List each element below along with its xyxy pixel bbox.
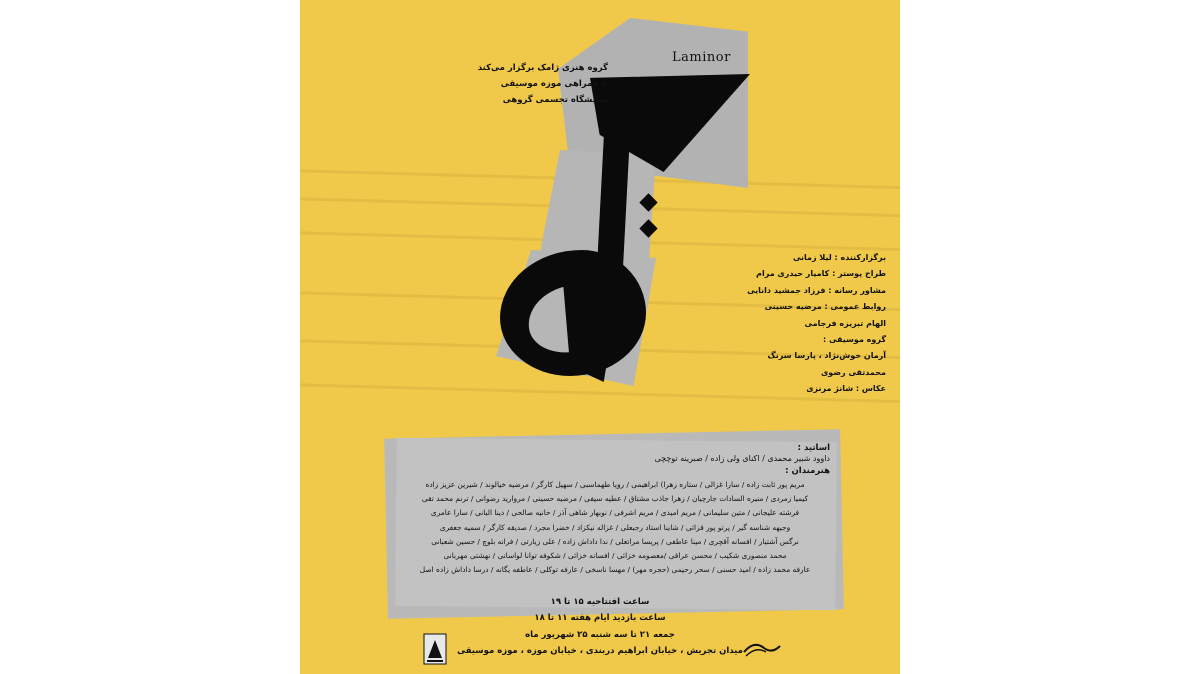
artists-line: وجیهه شناسه گیر / پرتو پور قزائی / شاینا استاد رجبعلی / غزاله نیکزاد / خضرا مجرد / صدیقه کارگر / سمیه جعفری xyxy=(439,522,791,532)
staff-credit-line: الهام تبریزه فرجامی xyxy=(804,318,886,328)
artists-line: مریم پور ثابت زاده / سارا غزالی / ستاره زهرا) ابراهیمی / رویا طهماسبی / سهیل کارگر / مرضیه خیالوند / شیرین عزیز زاده xyxy=(425,480,805,489)
artists-line: عارفه محمد زاده / امید حسنی / سحر رحیمی (حجره مهر) / مهسا ناسخی / عارفه توکلی / عاطفه یگانه / درسا داداش زاده اصل xyxy=(419,565,811,575)
artists-line: کیمیا زمردی / منیره السادات جارچیان / زهرا جاذب مشتاق / عطیه سیفی / مرضیه حسینی / مروارید رضوانی / ترنم محمد تقی xyxy=(421,494,809,504)
event-info-line: جمعه ۲۱ تا سه شنبه ۲۵ شهریور ماه xyxy=(525,629,675,640)
sponsor-logo-icon xyxy=(742,638,782,658)
staff-credit-line: روابط عمومی : مرضیه حسینی xyxy=(764,302,886,312)
staff-credit-line: برگزارکننده : لیلا زمانی xyxy=(792,253,886,262)
staff-credit-line: مشاور رسانه : فرزاد جمشید دانایی xyxy=(747,285,886,295)
staff-credit-line: عکاس : شانژ مرنزی xyxy=(806,384,886,394)
artists-line: فرشته علیجانی / متین سلیمانی / مریم امیدی / مریم اشرفی / نوبهار شاهی آذر / حانیه صالحی / دینا البانی / سارا عامری xyxy=(430,508,800,518)
latin-title: Laminor xyxy=(672,50,731,65)
top-credit-line: نمایشگاه تجسمی گروهی xyxy=(502,95,608,106)
top-credit-line: گروه هنری ژامک برگزار می‌کند xyxy=(477,63,608,73)
top-credit-line: با همراهی موزه موسیقی xyxy=(500,79,608,90)
event-info xyxy=(300,594,900,660)
staff-credit-line: محمدتقی رضوی xyxy=(820,367,886,377)
artists-line: محمد منصوری شکیب / محسن عراقی /معصومه خزائی / افسانه خزائی / شکوفه توانا لواسانی / نهشتی مهربانی xyxy=(443,551,787,561)
poster xyxy=(300,0,900,674)
staff-credit-line: گروه موسیقی : xyxy=(822,334,886,344)
staff-credits xyxy=(656,250,886,398)
event-info-line: میدان تجریش ، خیابان ابراهیم دربندی ، خیابان موزه ، موزه موسیقی xyxy=(457,646,743,657)
staff-credit-line: طراح پوستر : کامیار حیدری مرام xyxy=(756,269,886,279)
artists-heading: هنرمندان : xyxy=(785,466,830,476)
staff-credit-line: آرمان خوش‌نژاد ، پارسا سرنگ xyxy=(767,351,886,361)
artists-line: نرگس آشتیار / افسانه آقچری / مینا عاطفی / پریسا مراتعلی / ندا داداش زاده / علی زیارتی / فرانه بلوچ / حسین شعبانی xyxy=(431,536,799,546)
names-panel-content xyxy=(390,437,840,613)
top-credits xyxy=(438,60,608,108)
event-info-line: ساعت بازدید ایام هفته ۱۱ تا ۱۸ xyxy=(534,613,666,624)
teachers-heading: اساتید : xyxy=(797,443,830,453)
teachers-line: داوود شبیر محمدی / اکنای ولی زاده / صبرینه توچچی xyxy=(654,454,830,463)
museum-logo-icon xyxy=(422,632,448,666)
artists-names xyxy=(400,478,830,578)
event-info-line: ساعت افتتاحیه ۱۵ تا ۱۹ xyxy=(550,596,650,607)
